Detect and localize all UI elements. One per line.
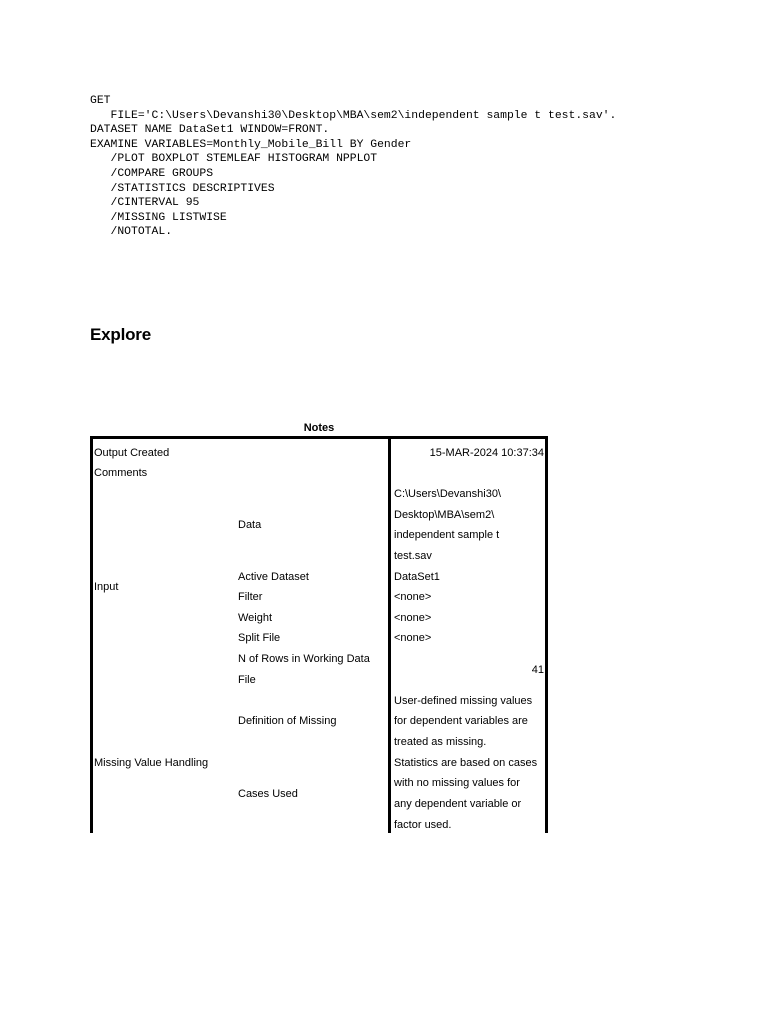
syntax-line: /PLOT BOXPLOT STEMLEAF HISTOGRAM NPPLOT — [90, 153, 378, 166]
syntax-log — [90, 94, 616, 240]
cases-used-value-line: with no missing values for — [394, 777, 520, 789]
syntax-line: /MISSING LISTWISE — [90, 211, 227, 224]
syntax-line: FILE='C:\Users\Devanshi30\Desktop\MBA\sem2\independent sample t test.sav'. — [90, 109, 617, 122]
output-created-value: 15-MAR-2024 10:37:34 — [429, 447, 544, 459]
syntax-line: GET — [90, 95, 111, 107]
n-rows-value: 41 — [531, 664, 544, 676]
input-label: Input — [94, 581, 119, 593]
cases-used-value-line: factor used. — [394, 819, 452, 831]
data-value-line: Desktop\MBA\sem2\ — [394, 509, 495, 521]
split-file-value: <none> — [394, 632, 432, 644]
notes-table-title: Notes — [303, 422, 335, 434]
n-rows-label-line: File — [238, 674, 256, 686]
data-label: Data — [238, 519, 262, 531]
definition-of-missing-value-line: treated as missing. — [394, 736, 487, 748]
syntax-line: EXAMINE VARIABLES=Monthly_Mobile_Bill BY Gender — [90, 138, 412, 151]
filter-value: <none> — [394, 591, 432, 603]
definition-of-missing-value-line: User-defined missing values — [394, 695, 533, 707]
cases-used-label: Cases Used — [238, 788, 298, 800]
data-value-line: test.sav — [394, 550, 432, 562]
data-value-line: C:\Users\Devanshi30\ — [394, 488, 501, 500]
cases-used-value-line: Statistics are based on cases — [394, 757, 538, 769]
syntax-line: DATASET NAME DataSet1 WINDOW=FRONT. — [90, 124, 330, 137]
split-file-label: Split File — [238, 632, 281, 644]
syntax-line: /STATISTICS DESCRIPTIVES — [90, 182, 275, 195]
definition-of-missing-value-line: for dependent variables are — [394, 715, 528, 727]
definition-of-missing-label: Definition of Missing — [238, 715, 337, 727]
syntax-line: /CINTERVAL 95 — [90, 197, 200, 210]
syntax-line: /COMPARE GROUPS — [90, 167, 214, 180]
missing-value-handling-label: Missing Value Handling — [94, 757, 209, 769]
syntax-line: /NOTOTAL. — [90, 226, 173, 239]
data-value-line: independent sample t — [394, 529, 500, 541]
cases-used-value-line: any dependent variable or — [394, 798, 522, 810]
active-dataset-label: Active Dataset — [238, 571, 309, 583]
output-created-label: Output Created — [94, 447, 170, 459]
weight-value: <none> — [394, 612, 432, 624]
comments-label: Comments — [94, 467, 148, 479]
notes-table-divider — [388, 436, 391, 833]
active-dataset-value: DataSet1 — [394, 571, 440, 583]
filter-label: Filter — [238, 591, 263, 603]
section-title: Explore — [90, 325, 151, 344]
n-rows-label-line: N of Rows in Working Data — [238, 653, 370, 665]
weight-label: Weight — [238, 612, 273, 624]
